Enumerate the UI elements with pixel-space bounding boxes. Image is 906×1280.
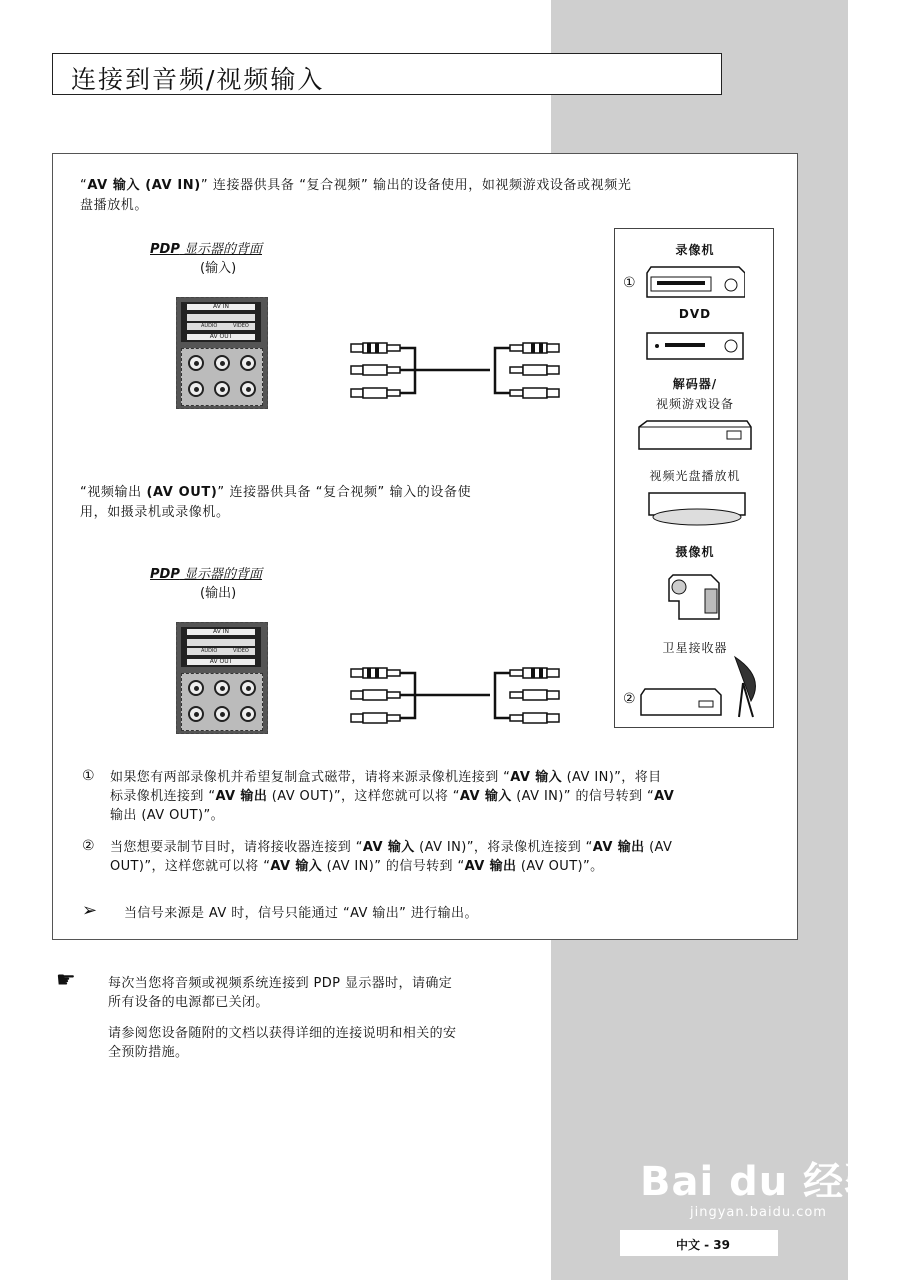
disc-player-label: 视频光盘播放机	[649, 469, 741, 483]
jack	[214, 355, 230, 371]
arrow-icon: ➢	[82, 900, 98, 921]
note-1-mark: ①	[82, 768, 95, 784]
note-3: 当信号来源是 AV 时，信号只能通过 “AV 输出” 进行输出。	[124, 906, 478, 921]
camcorder-icon	[665, 565, 725, 625]
mark-2: ②	[623, 691, 636, 707]
page-title: 连接到音频/视频输入	[71, 65, 325, 94]
rear-panel-input: AV IN AUDIO VIDEO AV OUT	[176, 297, 268, 409]
decoder-label-2: 视频游戏设备	[655, 397, 734, 411]
av-in-text: AV IN	[187, 304, 255, 310]
jack	[214, 706, 230, 722]
jack	[240, 680, 256, 696]
jack	[188, 355, 204, 371]
av-out-paragraph: “视频输出 (AV OUT)” 连接器供具备 “复合视频” 输入的设备使 用，如摄录机或录像机。	[80, 485, 472, 520]
caution-1: 每次当您将音频或视频系统连接到 PDP 显示器时，请确定 所有设备的电源都已关闭。	[108, 976, 453, 1010]
mark-1: ①	[623, 275, 636, 291]
vcr-icon	[645, 263, 745, 299]
baidu-watermark-logo: Bai du 经验	[640, 1159, 886, 1205]
device-list-box	[614, 228, 774, 728]
panel-in-label: PDP 显示器的背面	[150, 242, 262, 257]
caution-2: 请参阅您设备随附的文档以获得详细的连接说明和相关的安 全预防措施。	[108, 1026, 457, 1060]
jack	[188, 680, 204, 696]
jack	[240, 706, 256, 722]
rca-cable-output	[345, 660, 565, 730]
panel-out-sub: (输出)	[200, 586, 237, 601]
satellite-receiver-label: 卫星接收器	[662, 641, 728, 655]
disc-player-icon	[645, 489, 749, 529]
av-in-term: AV 输入 (AV IN)	[87, 178, 201, 193]
baidu-watermark-url: jingyan.baidu.com	[690, 1205, 827, 1220]
jack	[188, 381, 204, 397]
jack	[240, 381, 256, 397]
page-number: 中文 - 39	[675, 1238, 730, 1252]
decoder-label-1: 解码器/	[672, 377, 718, 391]
jack	[214, 381, 230, 397]
note-2-mark: ②	[82, 838, 95, 854]
rear-panel-output: AV IN AUDIO VIDEO AV OUT	[176, 622, 268, 734]
panel-in-sub: (输入)	[200, 261, 237, 276]
decoder-icon	[637, 417, 753, 453]
dvd-label: DVD	[678, 307, 712, 321]
page-number-box	[620, 1230, 778, 1256]
intro-paragraph: “AV 输入 (AV IN)” 连接器供具备 “复合视频” 输出的设备使用，如视频游戏设备或视频光 盘播放机。	[80, 178, 632, 213]
vcr-label: 录像机	[675, 243, 715, 257]
page-title-box	[52, 53, 722, 95]
rca-cable-input	[345, 335, 565, 405]
jack	[240, 355, 256, 371]
camcorder-label: 摄像机	[675, 545, 715, 559]
panel-out-label: PDP 显示器的背面	[150, 567, 262, 582]
pointing-hand-icon: ☛	[56, 968, 76, 993]
note-2: 当您想要录制节目时，请将接收器连接到 “AV 输入 (AV IN)”，将录像机连接到 “AV 输出 (AV OUT)”，这样您就可以将 “AV 输入 (AV IN)” 的信号转到 “AV 输出 (AV OUT)”。	[110, 840, 673, 874]
jack	[214, 680, 230, 696]
jack	[188, 706, 204, 722]
dvd-player-icon	[645, 329, 745, 361]
note-1: 如果您有两部录像机并希望复制盒式磁带，请将来源录像机连接到 “AV 输入 (AV IN)”，将目 标录像机连接到 “AV 输出 (AV OUT)”，这样您就可以将 “AV 输入 (AV IN)” 的信号转到 “AV 输出 (AV OUT)”。	[110, 770, 675, 823]
satellite-receiver-icon	[639, 653, 769, 719]
av-out-term: (AV OUT)	[146, 485, 218, 500]
